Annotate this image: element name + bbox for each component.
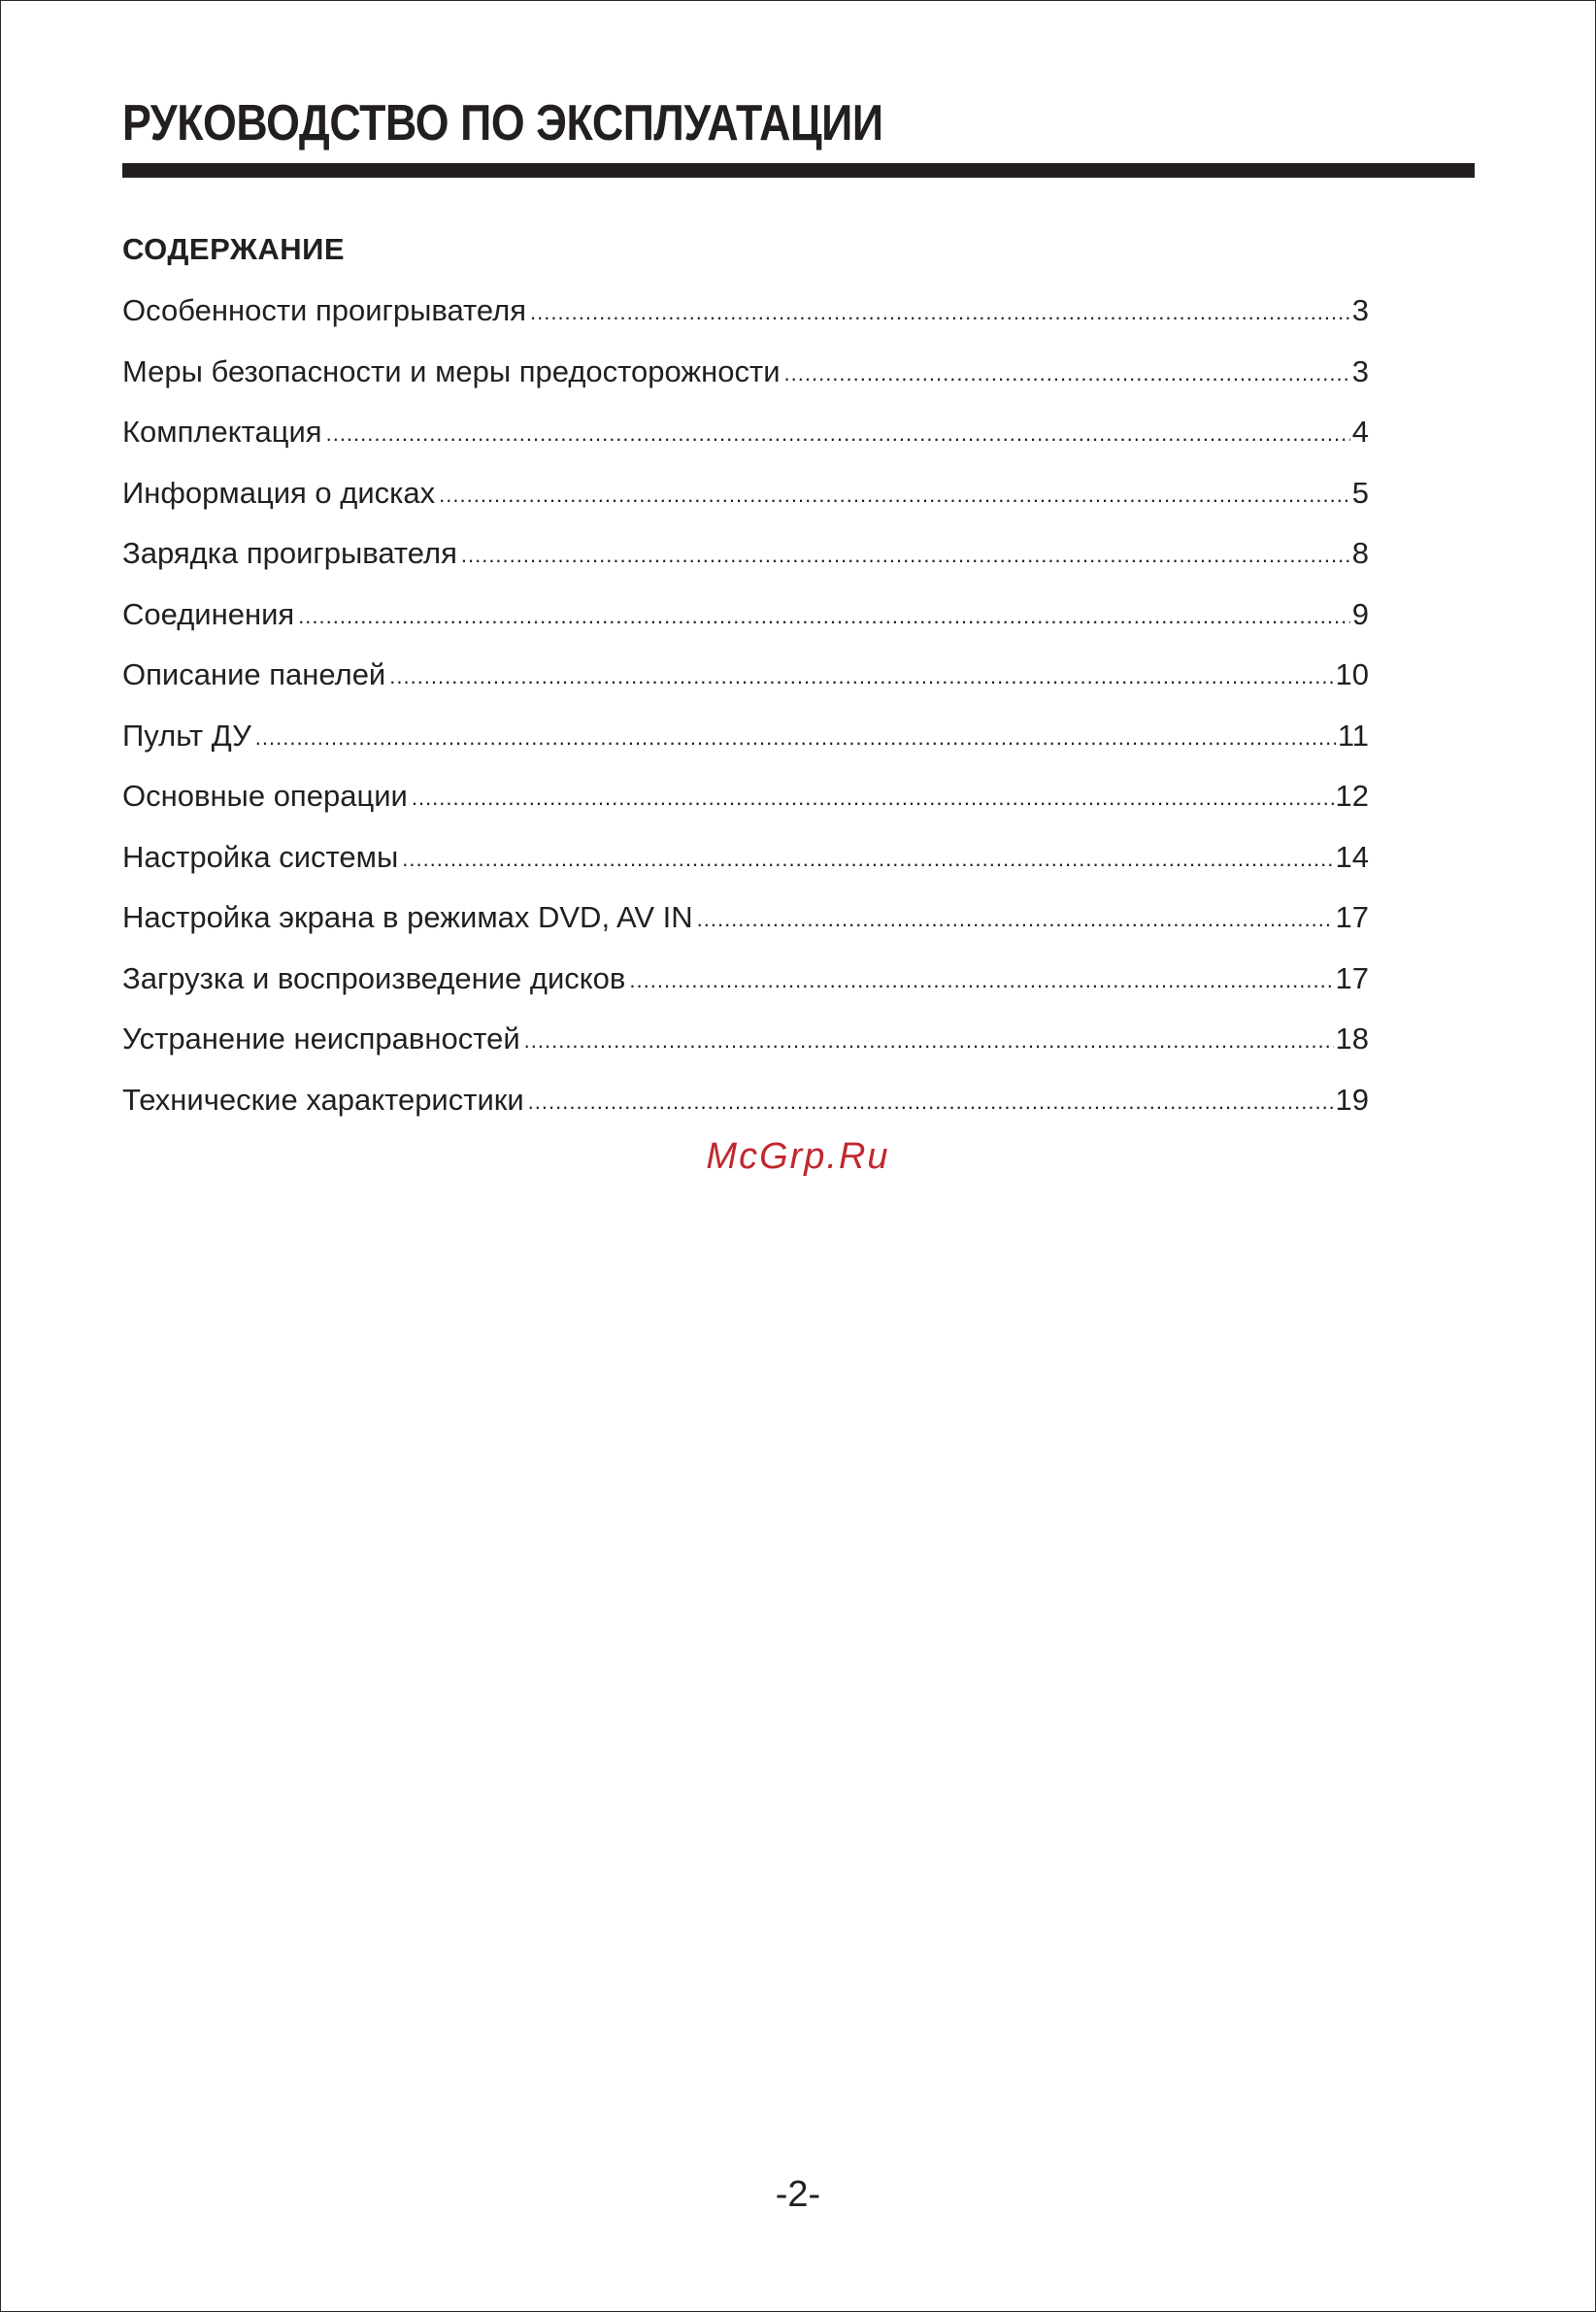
- toc-entry-title: Технические характеристики: [122, 1082, 524, 1117]
- toc-entry-title: Описание панелей: [122, 657, 386, 691]
- watermark: McGrp.Ru: [706, 1136, 890, 1177]
- toc-entry[interactable]: [122, 654, 1369, 716]
- toc-entry-page: 17: [1335, 900, 1369, 934]
- toc-entry[interactable]: [122, 352, 1369, 413]
- toc-dot-leader: [697, 896, 1334, 940]
- toc-entry[interactable]: [122, 958, 1369, 1020]
- toc-dot-leader: [784, 351, 1350, 394]
- toc-entry-page: 10: [1335, 657, 1369, 691]
- toc-entry-title: Комплектация: [122, 415, 322, 449]
- toc-entry-page: 19: [1335, 1082, 1369, 1117]
- toc-entry-title: Пульт ДУ: [122, 718, 251, 753]
- toc-dot-leader: [524, 1018, 1334, 1061]
- toc-entry[interactable]: [122, 473, 1369, 534]
- toc-dot-leader: [530, 289, 1350, 333]
- toc-entry[interactable]: [122, 412, 1369, 473]
- table-of-contents: [122, 290, 1369, 1140]
- toc-entry-title: Устранение неисправностей: [122, 1022, 520, 1055]
- toc-entry-page: 9: [1351, 596, 1369, 631]
- toc-entry-title: Загрузка и воспроизведение дисков: [122, 960, 626, 995]
- toc-entry[interactable]: [122, 716, 1369, 777]
- toc-entry-page: 3: [1351, 353, 1369, 388]
- toc-dot-leader: [439, 472, 1350, 516]
- toc-entry-page: 4: [1351, 415, 1369, 449]
- page-number: -2-: [775, 2174, 821, 2215]
- toc-entry-title: Основные операции: [122, 779, 408, 813]
- toc-entry-page: 11: [1337, 718, 1369, 753]
- toc-entry-title: Настройка экрана в режимах DVD, AV IN: [122, 900, 693, 934]
- toc-entry[interactable]: [122, 897, 1369, 958]
- toc-entry[interactable]: [122, 594, 1369, 655]
- toc-entry-title: Настройка системы: [122, 839, 399, 874]
- toc-dot-leader: [402, 836, 1333, 880]
- toc-entry[interactable]: [122, 776, 1369, 837]
- toc-entry-page: 5: [1351, 475, 1369, 510]
- toc-dot-leader: [629, 957, 1333, 1001]
- toc-dot-leader: [326, 411, 1350, 454]
- title-underline-rule: [122, 163, 1475, 178]
- toc-heading: СОДЕРЖАНИЕ: [122, 232, 346, 266]
- document-title: РУКОВОДСТВО ПО ЭКСПЛУАТАЦИИ: [122, 95, 883, 151]
- toc-entry[interactable]: [122, 1019, 1369, 1080]
- toc-entry-page: 18: [1335, 1022, 1369, 1055]
- toc-entry[interactable]: [122, 837, 1369, 898]
- toc-entry[interactable]: [122, 290, 1369, 352]
- toc-entry-page: 3: [1351, 293, 1369, 327]
- toc-entry-title: Зарядка проигрывателя: [122, 536, 457, 570]
- toc-dot-leader: [255, 715, 1336, 758]
- toc-dot-leader: [298, 593, 1350, 637]
- toc-entry-title: Информация о дисках: [122, 475, 436, 510]
- toc-dot-leader: [528, 1079, 1334, 1122]
- toc-entry-title: Соединения: [122, 596, 295, 631]
- toc-entry-title: Меры безопасности и меры предосторожности: [122, 353, 781, 388]
- toc-entry-page: 17: [1335, 960, 1369, 995]
- toc-dot-leader: [461, 532, 1350, 576]
- toc-entry-page: 8: [1351, 536, 1369, 570]
- toc-dot-leader: [412, 775, 1334, 819]
- toc-entry-page: 14: [1335, 839, 1369, 874]
- toc-entry[interactable]: [122, 1080, 1369, 1141]
- toc-entry-title: Особенности проигрывателя: [122, 293, 526, 327]
- toc-entry-page: 12: [1335, 779, 1369, 813]
- toc-entry[interactable]: [122, 533, 1369, 594]
- toc-dot-leader: [389, 653, 1333, 697]
